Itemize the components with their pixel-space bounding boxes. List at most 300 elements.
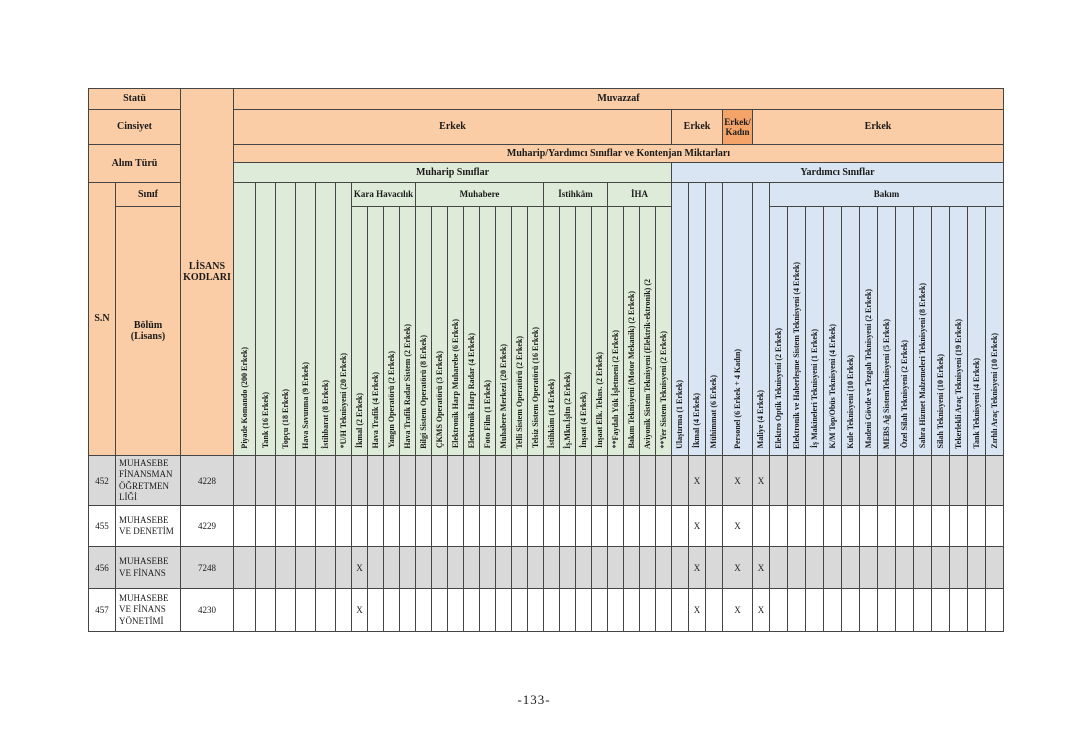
quota-cell: [914, 589, 932, 632]
rotated-col-header: [384, 207, 400, 456]
quota-cell: [706, 589, 723, 632]
quota-cell: [860, 589, 878, 632]
quota-cell: [316, 506, 336, 547]
quota-x-cell: X: [689, 506, 706, 547]
quota-cell: [806, 506, 824, 547]
quota-cell: [608, 589, 624, 632]
table-row: [89, 547, 1004, 589]
quota-cell: [276, 506, 296, 547]
rotated-col-header: [689, 183, 706, 456]
rotated-col-header: [950, 207, 968, 456]
rotated-col-label: ÇKMS Operatörü (3 Erkek): [434, 351, 444, 449]
rotated-col-header: [753, 183, 770, 456]
quota-cell: [416, 547, 432, 589]
rotated-col-label: Tank Teknisyeni (4 Erkek): [971, 357, 981, 449]
quota-cell: [560, 456, 576, 506]
quota-cell: [640, 589, 656, 632]
quota-cell: [432, 506, 448, 547]
quota-cell: [544, 506, 560, 547]
rotated-col-header: [464, 207, 480, 456]
quota-cell: [656, 456, 672, 506]
quota-cell: [788, 456, 806, 506]
quota-cell: [368, 547, 384, 589]
rotated-col-label: Bilgi Sistem Operatörü (8 Erkek): [418, 334, 428, 449]
rotated-col-header: [672, 183, 689, 456]
rotated-col-header: [608, 207, 624, 456]
quota-cell: [416, 506, 432, 547]
page-number: -133-: [517, 692, 551, 707]
quota-cell: [336, 547, 352, 589]
quota-cell: [950, 506, 968, 547]
erkek-kadin-label: Erkek/Kadın: [723, 110, 753, 145]
quota-x-cell: X: [352, 547, 368, 589]
quota-cell: [234, 506, 256, 547]
rotated-col-label: İş Makineleri Teknisyeni (1 Erkek): [809, 329, 819, 449]
rotated-col-header: [860, 207, 878, 456]
quota-cell: [932, 589, 950, 632]
rotated-col-header: [806, 207, 824, 456]
quota-cell: [464, 506, 480, 547]
row-sn: 452: [89, 456, 116, 506]
quota-cell: [480, 456, 496, 506]
quota-x-cell: X: [723, 456, 753, 506]
quota-cell: [896, 589, 914, 632]
quota-cell: [448, 506, 464, 547]
rotated-col-header: [576, 207, 592, 456]
group-header-kara-havacilik: Kara Havacılık: [352, 183, 416, 207]
cinsiyet-label: Cinsiyet: [89, 110, 181, 145]
quota-cell: [528, 547, 544, 589]
quota-cell: [986, 547, 1004, 589]
rotated-col-header: [986, 207, 1004, 456]
quota-cell: [336, 456, 352, 506]
quota-x-cell: X: [689, 589, 706, 632]
rotated-col-header: [480, 207, 496, 456]
quota-cell: [528, 456, 544, 506]
muharip-siniflar-band: Muharip Sınıflar: [234, 163, 672, 183]
quota-cell: [480, 506, 496, 547]
kontenjan-table: [88, 88, 1004, 632]
quota-cell: [624, 456, 640, 506]
quota-cell: [528, 589, 544, 632]
rotated-col-header: [234, 183, 256, 456]
quota-cell: [432, 547, 448, 589]
rotated-col-label: Hava Savunma (9 Erkek): [300, 361, 310, 449]
quota-cell: [656, 547, 672, 589]
quota-cell: [806, 456, 824, 506]
quota-cell: [316, 547, 336, 589]
quota-cell: [640, 456, 656, 506]
quota-cell: [932, 456, 950, 506]
rotated-col-label: Zırhlı Araç Teknisyeni (10 Erkek): [989, 332, 999, 449]
quota-cell: [608, 456, 624, 506]
quota-cell: [256, 506, 276, 547]
rotated-col-label: *U/H Teknisyeni (20 Erkek): [338, 353, 348, 449]
quota-cell: [512, 589, 528, 632]
quota-cell: [560, 547, 576, 589]
quota-cell: [352, 456, 368, 506]
rotated-col-label: Elektronik Harp Muharebe (6 Erkek): [450, 319, 460, 449]
rotated-col-header: [496, 207, 512, 456]
rotated-col-label: Hava Trafik Radar Sistem (2 Erkek): [402, 323, 412, 449]
quota-cell: [576, 547, 592, 589]
quota-cell: [878, 506, 896, 547]
rotated-col-label: Sahra Hizmet Malzemeleri Teknisyeni (8 Erkek): [917, 283, 927, 449]
rotated-col-label: Tank (16 Erkek): [260, 392, 270, 449]
rotated-col-header: [968, 207, 986, 456]
quota-cell: [256, 547, 276, 589]
quota-cell: [770, 589, 788, 632]
quota-cell: [986, 456, 1004, 506]
rotated-col-label: Foto Film (1 Erkek): [482, 380, 492, 449]
quota-cell: [624, 506, 640, 547]
quota-cell: [256, 589, 276, 632]
quota-cell: [384, 506, 400, 547]
quota-cell: [400, 506, 416, 547]
rotated-col-header: [432, 207, 448, 456]
quota-cell: [448, 547, 464, 589]
quota-x-cell: X: [689, 547, 706, 589]
quota-cell: [544, 589, 560, 632]
quota-cell: [234, 456, 256, 506]
quota-cell: [672, 506, 689, 547]
quota-cell: [932, 547, 950, 589]
quota-cell: [560, 589, 576, 632]
quota-cell: [416, 456, 432, 506]
quota-cell: [896, 506, 914, 547]
quota-cell: [464, 547, 480, 589]
row-lisans-kodu: 4229: [181, 506, 234, 547]
quota-cell: [368, 456, 384, 506]
rotated-col-header: [276, 183, 296, 456]
quota-cell: [368, 506, 384, 547]
quota-cell: [592, 589, 608, 632]
rotated-col-header: [544, 207, 560, 456]
erkek-yardimci-2-label: Erkek: [753, 110, 1004, 145]
quota-cell: [968, 456, 986, 506]
rotated-col-header: [788, 207, 806, 456]
quota-cell: [576, 456, 592, 506]
quota-cell: [480, 547, 496, 589]
quota-cell: [276, 589, 296, 632]
quota-x-cell: X: [352, 589, 368, 632]
quota-cell: [950, 456, 968, 506]
rotated-col-header: [770, 207, 788, 456]
kontenjan-title: Muharip/Yardımcı Sınıflar ve Kontenjan Miktarları: [234, 145, 1004, 163]
quota-cell: [824, 506, 842, 547]
quota-cell: [592, 547, 608, 589]
row-lisans-kodu: 4230: [181, 589, 234, 632]
quota-cell: [432, 589, 448, 632]
rotated-col-header: [448, 207, 464, 456]
rotated-col-label: Personel (6 Erkek + 4 Kadın): [732, 348, 742, 449]
quota-cell: [914, 456, 932, 506]
rotated-col-label: İstihbarat (8 Erkek): [320, 379, 330, 449]
rotated-col-label: Hava Trafik (4 Erkek): [370, 372, 380, 449]
rotated-col-label: İkmal (2 Erkek): [354, 393, 364, 449]
quota-cell: [496, 547, 512, 589]
quota-cell: [824, 547, 842, 589]
row-bolum: MUHASEBE VE DENETİM: [116, 506, 181, 547]
quota-cell: [608, 547, 624, 589]
rotated-col-label: Topçu (18 Erkek): [280, 388, 290, 449]
row-bolum: MUHASEBE FİNANSMAN ÖĞRETMEN LİĞİ: [116, 456, 181, 506]
quota-cell: [770, 456, 788, 506]
quota-cell: [316, 589, 336, 632]
row-lisans-kodu: 7248: [181, 547, 234, 589]
quota-cell: [432, 456, 448, 506]
rotated-col-label: Silah Teknisyeni (10 Erkek): [935, 354, 945, 449]
quota-cell: [544, 456, 560, 506]
row-sn: 455: [89, 506, 116, 547]
quota-cell: [842, 456, 860, 506]
quota-cell: [576, 506, 592, 547]
group-header-muhabere: Muhabere: [416, 183, 544, 207]
quota-cell: [914, 506, 932, 547]
rotated-col-header: [624, 207, 640, 456]
rotated-col-header: [723, 183, 753, 456]
quota-cell: [400, 456, 416, 506]
rotated-col-header: [592, 207, 608, 456]
rotated-col-label: İnşaat Elk. Tekns. (2 Erkek): [594, 352, 604, 449]
quota-cell: [512, 456, 528, 506]
quota-cell: [968, 547, 986, 589]
quota-cell: [512, 506, 528, 547]
quota-cell: [986, 506, 1004, 547]
quota-cell: [860, 547, 878, 589]
rotated-col-header: [896, 207, 914, 456]
rotated-col-label: **Yer Sistem Teknisyeni (2 Erkek): [658, 330, 668, 449]
rotated-col-header: [640, 207, 656, 456]
rotated-col-label: Aviyonik Sistem Teknisyeni (Elektrik-ektronik) (2: [642, 278, 652, 449]
rotated-col-header: [528, 207, 544, 456]
rotated-col-header: [368, 207, 384, 456]
row-lisans-kodu: 4228: [181, 456, 234, 506]
quota-cell: [968, 506, 986, 547]
sinif-label: Sınıf: [116, 183, 181, 207]
rotated-col-header: [256, 183, 276, 456]
quota-cell: [842, 589, 860, 632]
quota-cell: [706, 506, 723, 547]
quota-cell: [706, 456, 723, 506]
row-sn: 457: [89, 589, 116, 632]
table-row: [89, 456, 1004, 506]
lisans-kodlari-label: LİSANS KODLARI: [181, 89, 234, 456]
quota-x-cell: X: [753, 456, 770, 506]
quota-cell: [932, 506, 950, 547]
quota-cell: [788, 506, 806, 547]
quota-cell: [256, 456, 276, 506]
rotated-col-label: Telsiz Sistem Operatörü (16 Erkek): [530, 327, 540, 449]
group-header-istihkam: İstihkâm: [544, 183, 608, 207]
yardimci-siniflar-band: Yardımcı Sınıflar: [672, 163, 1004, 183]
quota-cell: [296, 456, 316, 506]
quota-x-cell: X: [723, 547, 753, 589]
quota-cell: [576, 589, 592, 632]
quota-cell: [950, 589, 968, 632]
quota-cell: [512, 547, 528, 589]
rotated-col-header: [560, 207, 576, 456]
quota-cell: [770, 547, 788, 589]
quota-cell: [656, 506, 672, 547]
rotated-col-label: Maliye (4 Erkek): [756, 390, 765, 449]
quota-x-cell: X: [723, 506, 753, 547]
quota-cell: [400, 547, 416, 589]
rotated-col-header: [932, 207, 950, 456]
quota-cell: [878, 547, 896, 589]
rotated-col-header: [878, 207, 896, 456]
quota-cell: [296, 547, 316, 589]
rotated-col-header: [296, 183, 316, 456]
rotated-col-header: [842, 207, 860, 456]
quota-cell: [592, 456, 608, 506]
rotated-col-label: Mühimmat (6 Erkek): [709, 375, 718, 449]
quota-cell: [416, 589, 432, 632]
rotated-col-label: Telli Sistem Operatörü (2 Erkek): [514, 335, 524, 449]
quota-cell: [316, 456, 336, 506]
rotated-col-header: [914, 207, 932, 456]
rotated-col-header: [824, 207, 842, 456]
quota-cell: [806, 547, 824, 589]
quota-cell: [950, 547, 968, 589]
quota-cell: [234, 589, 256, 632]
quota-cell: [878, 589, 896, 632]
rotated-col-label: İstihkâm (14 Erkek): [546, 379, 556, 449]
quota-cell: [528, 506, 544, 547]
quota-cell: [608, 506, 624, 547]
quota-cell: [276, 456, 296, 506]
rotated-col-label: Piyade Komando (200 Erkek): [239, 346, 249, 449]
quota-cell: [914, 547, 932, 589]
quota-cell: [336, 589, 352, 632]
quota-cell: [276, 547, 296, 589]
quota-cell: [706, 547, 723, 589]
quota-cell: [788, 589, 806, 632]
rotated-col-label: Elektro Optik Teknisyeni (2 Erkek): [773, 327, 783, 449]
rotated-col-label: Kule Teknisyeni (10 Erkek): [845, 354, 855, 449]
quota-cell: [672, 456, 689, 506]
row-sn: 456: [89, 547, 116, 589]
quota-cell: [448, 589, 464, 632]
quota-x-cell: X: [753, 589, 770, 632]
rotated-col-header: [336, 183, 352, 456]
rotated-col-header: [400, 207, 416, 456]
quota-cell: [234, 547, 256, 589]
quota-cell: [496, 506, 512, 547]
rotated-col-header: [512, 207, 528, 456]
quota-cell: [640, 506, 656, 547]
rotated-col-header: [352, 207, 368, 456]
quota-cell: [296, 589, 316, 632]
rotated-col-label: Yangın Operatörü (2 Erkek): [386, 351, 396, 449]
quota-cell: [824, 456, 842, 506]
quota-cell: [770, 506, 788, 547]
group-header-iha: İHA: [608, 183, 672, 207]
quota-cell: [384, 589, 400, 632]
table-row: [89, 589, 1004, 632]
quota-cell: [560, 506, 576, 547]
quota-cell: [400, 589, 416, 632]
rotated-col-label: Elektronik Harp Radar (4 Erkek): [466, 333, 476, 449]
header-row-statu: [89, 89, 1004, 110]
quota-cell: [496, 589, 512, 632]
quota-x-cell: X: [723, 589, 753, 632]
quota-cell: [592, 506, 608, 547]
quota-cell: [824, 589, 842, 632]
quota-x-cell: X: [753, 547, 770, 589]
rotated-col-label: Elektronik ve Haberleşme Sistem Teknisyeni (4 Erkek): [791, 261, 801, 449]
quota-x-cell: X: [689, 456, 706, 506]
rotated-col-label: İnşaat (4 Erkek): [578, 392, 588, 449]
quota-cell: [624, 589, 640, 632]
quota-cell: [448, 456, 464, 506]
rotated-col-label: K/M Top/Obüs Teknisyeni (4 Erkek): [827, 324, 837, 449]
quota-cell: [656, 589, 672, 632]
quota-cell: [496, 456, 512, 506]
quota-cell: [672, 589, 689, 632]
quota-cell: [896, 456, 914, 506]
row-bolum: MUHASEBE VE FİNANS YÖNETİMİ: [116, 589, 181, 632]
statu-label: Statü: [89, 89, 181, 110]
quota-cell: [860, 506, 878, 547]
muvazzaf-label: Muvazzaf: [234, 89, 1004, 110]
quota-cell: [368, 589, 384, 632]
quota-cell: [624, 547, 640, 589]
quota-cell: [336, 506, 352, 547]
erkek-yardimci-label: Erkek: [672, 110, 723, 145]
quota-cell: [640, 547, 656, 589]
quota-cell: [384, 456, 400, 506]
rotated-col-header: [706, 183, 723, 456]
quota-cell: [860, 456, 878, 506]
rotated-col-label: Muhabere Merkezi (20 Erkek): [498, 344, 508, 449]
quota-cell: [842, 506, 860, 547]
sn-column-label: S.N: [89, 183, 116, 456]
rotated-col-label: MEBS Ağ SistemTeknisyeni (5 Erkek): [881, 318, 891, 449]
quota-cell: [672, 547, 689, 589]
quota-cell: [986, 589, 1004, 632]
quota-cell: [464, 456, 480, 506]
quota-cell: [753, 506, 770, 547]
rotated-col-header: [416, 207, 432, 456]
erkek-muharip-label: Erkek: [234, 110, 672, 145]
group-header-bakim: Bakım: [770, 183, 1004, 207]
row-bolum: MUHASEBE VE FİNANS: [116, 547, 181, 589]
quota-cell: [806, 589, 824, 632]
quota-cell: [896, 547, 914, 589]
table-row: [89, 506, 1004, 547]
quota-cell: [384, 547, 400, 589]
alim-turu-label: Alım Türü: [89, 145, 181, 183]
quota-cell: [480, 589, 496, 632]
rotated-col-label: Ulaştırma (1 Erkek): [675, 379, 684, 449]
quota-cell: [968, 589, 986, 632]
quota-cell: [788, 547, 806, 589]
quota-cell: [352, 506, 368, 547]
quota-cell: [878, 456, 896, 506]
rotated-col-label: Madeni Gövde ve Tezgah Teknisyeni (2 Erkek): [863, 289, 873, 449]
quota-cell: [464, 589, 480, 632]
quota-cell: [544, 547, 560, 589]
rotated-col-header: [316, 183, 336, 456]
bolum-column-label: Bölüm (Lisans): [116, 207, 181, 456]
rotated-col-label: İş.Mkn.İşltn (2 Erkek): [562, 371, 572, 449]
rotated-col-label: İkmal (4 Erkek): [692, 393, 701, 449]
rotated-col-label: **Faydalı Yük İşletmeni (2 Erkek): [610, 330, 620, 449]
rotated-col-label: Özel Silah Teknisyeni (2 Erkek): [899, 340, 909, 449]
rotated-col-label: Tekerlekli Araç Teknisyeni (19 Erkek): [953, 318, 963, 449]
quota-cell: [296, 506, 316, 547]
